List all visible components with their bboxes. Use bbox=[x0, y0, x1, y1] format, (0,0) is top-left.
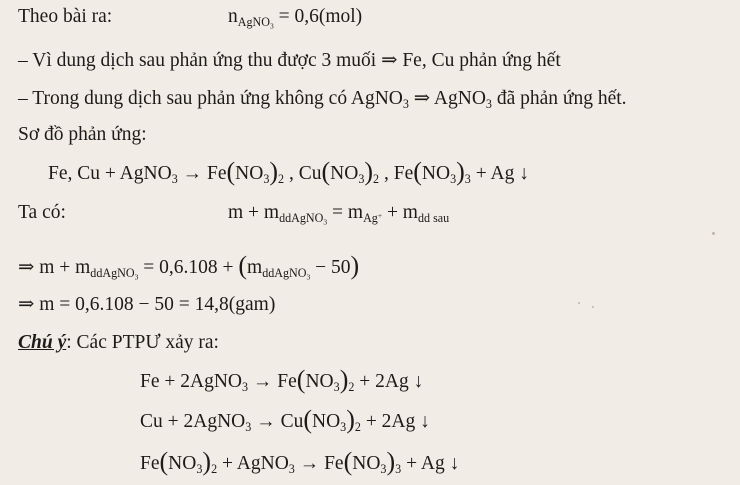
reaction-1: Fe + 2AgNO$_3$ → $Fe(NO_3)_2 + 2Ag$ ↓ bbox=[140, 365, 424, 395]
given-label: Theo bài ra: bbox=[18, 6, 113, 27]
scan-speck bbox=[578, 302, 580, 304]
note-label: Chú ý bbox=[18, 332, 67, 353]
scheme-heading: Sơ đồ phản ứng: bbox=[18, 124, 147, 145]
reason-line-2: – Trong dung dịch sau phản ứng không có AgNO$_3$ ⇒ AgNO$_3$ đã phản ứng hết. bbox=[18, 88, 627, 112]
scan-speck bbox=[712, 232, 715, 235]
mass-balance-equation: $m + m_{ddAgNO_3} = m_{Ag^+} + m_{dd sau}$ bbox=[228, 202, 450, 227]
note-line: Chú ý: Các PTPƯ xảy ra: bbox=[18, 332, 219, 353]
given-mole-formula: $n_{AgNO_3} = 0,6(mol)$ bbox=[228, 6, 363, 31]
reason-line-1: – Vì dung dịch sau phản ứng thu được 3 muối ⇒ Fe, Cu phản ứng hết bbox=[18, 50, 561, 71]
scan-speck bbox=[592, 306, 594, 308]
substitution-equation: ⇒ $m + m_{ddAgNO_3} = 0,6.108 + (m_{ddAgNO_3} - 50)$ bbox=[18, 251, 360, 282]
reaction-2: Cu + 2AgNO$_3$ → $Cu(NO_3)_2 + 2Ag$ ↓ bbox=[140, 405, 430, 435]
mass-balance-label: Ta có: bbox=[18, 202, 66, 223]
reaction-scheme: Fe, Cu + AgNO$_3$ → $Fe(NO_3)_2$ , $Cu(NO_3)_2$ , $Fe(NO_3)_3 + Ag$ ↓ bbox=[48, 157, 529, 187]
result-equation: ⇒ m = 0,6.108 − 50 = 14,8(gam) bbox=[18, 294, 276, 315]
reaction-3: $Fe(NO_3)_2$ + AgNO$_3$ → $Fe(NO_3)_3 + Ag$ ↓ bbox=[140, 447, 460, 477]
